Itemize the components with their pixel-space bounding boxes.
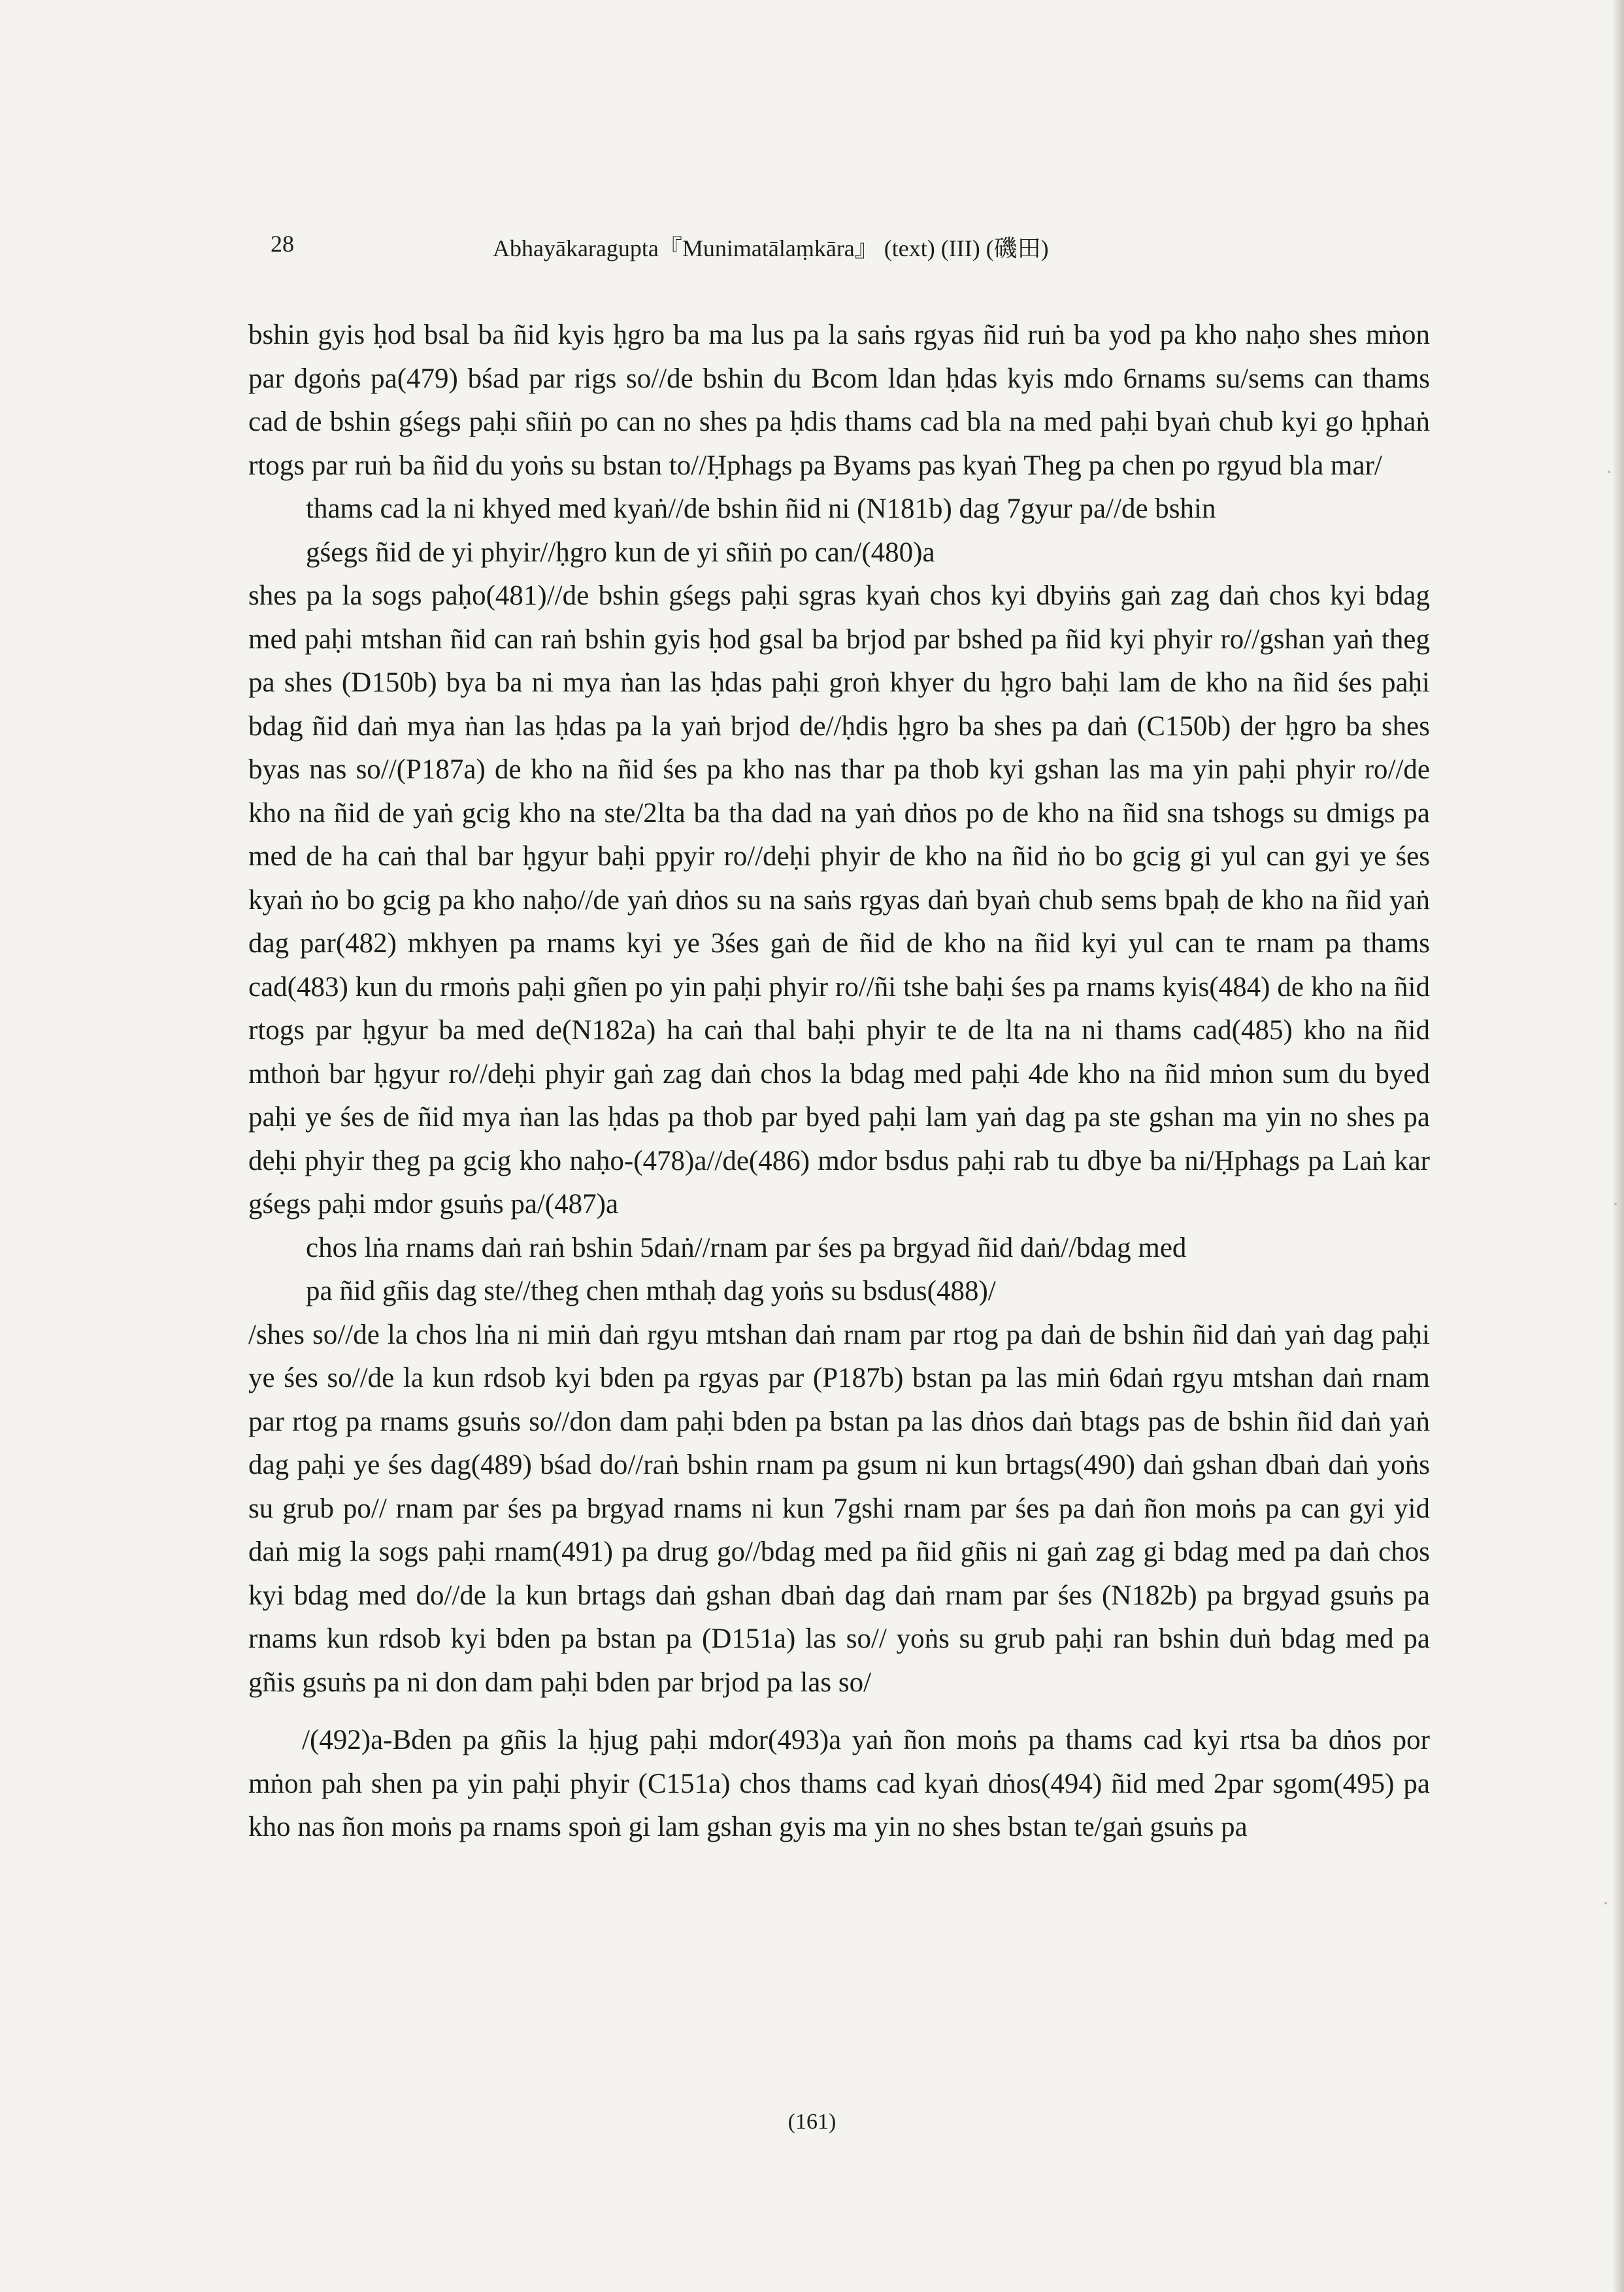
scan-edge	[1612, 0, 1624, 2292]
verse-2-line-2: pa ñid gñis dag ste//theg chen mthaḥ dag yoṅs su bsdus(488)/	[306, 1276, 996, 1306]
paragraph-1: bshin gyis ḥod bsal ba ñid kyis ḥgro ba ma lus pa la saṅs rgyas ñid ruṅ ba yod pa kho naḥo shes mṅon par dgoṅs pa(479) bśad par rigs so//de bshin du Bcom ldan ḥdas kyis mdo 6rnams su/sems can thams cad de bshin gśegs paḥi sñiṅ po can no shes pa ḥdis thams cad bla na med paḥi byaṅ chub kyi go ḥphaṅ rtogs par ruṅ ba ñid du yoṅs su bstan to//Ḥphags pa Byams pas kyaṅ Theg pa chen po rgyud bla mar/	[248, 320, 1430, 481]
page-marker: (161)	[787, 2110, 837, 2134]
paragraph-2: shes pa la sogs paḥo(481)//de bshin gśegs paḥi sgras kyaṅ chos kyi dbyiṅs gaṅ zag daṅ chos kyi bdag med paḥi mtshan ñid can raṅ bshin gyis ḥod gsal ba brjod par bshed pa ñid kyi phyir ro//gshan yaṅ theg pa shes (D150b) bya ba ni mya ṅan las ḥdas paḥi groṅ khyer du ḥgro baḥi lam de kho na ñid śes paḥi bdag ñid daṅ mya ṅan las ḥdas pa la yaṅ brjod de//ḥdis ḥgro ba shes pa daṅ (C150b) der ḥgro ba shes byas nas so//(P187a) de kho na ñid śes pa kho nas thar pa thob kyi gshan las ma yin paḥi phyir ro//de kho na ñid de yaṅ gcig kho na ste/2lta ba tha dad na yaṅ dṅos po de kho na ñid sna tshogs su dmigs pa med de ha caṅ thal bar ḥgyur baḥi ppyir ro//deḥi phyir de kho na ñid ṅo bo gcig gi yul can gyi ye śes kyaṅ ṅo bo gcig pa kho naḥo//de yaṅ dṅos su na saṅs rgyas daṅ byaṅ chub sems bpaḥ de kho na ñid yaṅ dag par(482) mkhyen pa rnams kyi ye 3śes gaṅ de ñid de kho na ñid kyi yul can te rnam pa thams cad(483) kun du rmoṅs paḥi gñen po yin paḥi phyir ro//ñi tshe baḥi śes pa rnams kyis(484) de kho na ñid rtogs par ḥgyur ba med de(N182a) ha caṅ thal baḥi phyir te de lta na ni thams cad(485) kho na ñid mthoṅ bar ḥgyur ro//deḥi phyir gaṅ zag daṅ chos la bdag med paḥi 4de kho na ñid mṅon sum du byed paḥi ye śes de ñid mya ṅan las ḥdas pa thob par byed paḥi lam yaṅ dag pa ste gshan ma yin no shes pa deḥi phyir theg pa gcig kho naḥo-(478)a//de(486) mdor bsdus paḥi rab tu dbye ba ni/Ḥphags pa Laṅ kar gśegs paḥi mdor gsuṅs pa/(487)a	[248, 580, 1430, 1220]
running-title: Abhayākaragupta『Munimatālaṃkāra』 (text) (III) (磯田)	[493, 235, 1049, 261]
scan-speck	[1604, 1902, 1607, 1904]
page-number: 28	[271, 231, 294, 257]
paragraph-3: /shes so//de la chos lṅa ni miṅ daṅ rgyu mtshan daṅ rnam par rtog pa daṅ de bshin ñid daṅ yaṅ dag paḥi ye śes so//de la kun rdsob kyi bden pa rgyas par (P187b) bstan pa las miṅ 6daṅ rgyu mtshan daṅ rnam par rtog pa rnams gsuṅs so//don dam paḥi bden pa bstan pa las dṅos daṅ btags pas de bshin ñid daṅ yaṅ dag paḥi ye śes dag(489) bśad do//raṅ bshin rnam pa gsum ni kun brtags(490) daṅ gshan dbaṅ daṅ yoṅs su grub po// rnam par śes pa brgyad rnams ni kun 7gshi rnam par śes pa daṅ ñon moṅs pa can gyi yid daṅ mig la sogs paḥi rnam(491) pa drug go//bdag med pa ñid gñis ni gaṅ zag gi bdag med pa daṅ chos kyi bdag med do//de la kun brtags daṅ gshan dbaṅ dag daṅ rnam par śes (N182b) pa brgyad gsuṅs pa rnams kun rdsob kyi bden pa bstan pa (D151a) las so// yoṅs su grub paḥi ran bshin duṅ bdag med pa gñis gsuṅs pa ni don dam paḥi bden par brjod pa las so/	[248, 1319, 1430, 1698]
page-footer	[0, 2110, 1624, 2134]
verse-2-line-1: chos lṅa rnams daṅ raṅ bshin 5daṅ//rnam par śes pa brgyad ñid daṅ//bdag med	[306, 1232, 1187, 1263]
paragraph-4: /(492)a-Bden pa gñis la ḥjug paḥi mdor(493)a yaṅ ñon moṅs pa thams cad kyi rtsa ba dṅos por mṅon pah shen pa yin paḥi phyir (C151a) chos thams cad kyaṅ dṅos(494) ñid med 2par sgom(495) pa kho nas ñon moṅs pa rnams spoṅ gi lam gshan gyis ma yin no shes bstan te/gaṅ gsuṅs pa	[248, 1725, 1430, 1842]
scan-speck	[1608, 471, 1610, 473]
page-header	[0, 230, 1624, 269]
verse-1-line-2: gśegs ñid de yi phyir//ḥgro kun de yi sñiṅ po can/(480)a	[306, 537, 935, 568]
scan-speck	[1614, 1203, 1617, 1205]
verse-1-line-1: thams cad la ni khyed med kyaṅ//de bshin ñid ni (N181b) dag 7gyur pa//de bshin	[306, 493, 1216, 524]
text-body	[248, 314, 1430, 1850]
